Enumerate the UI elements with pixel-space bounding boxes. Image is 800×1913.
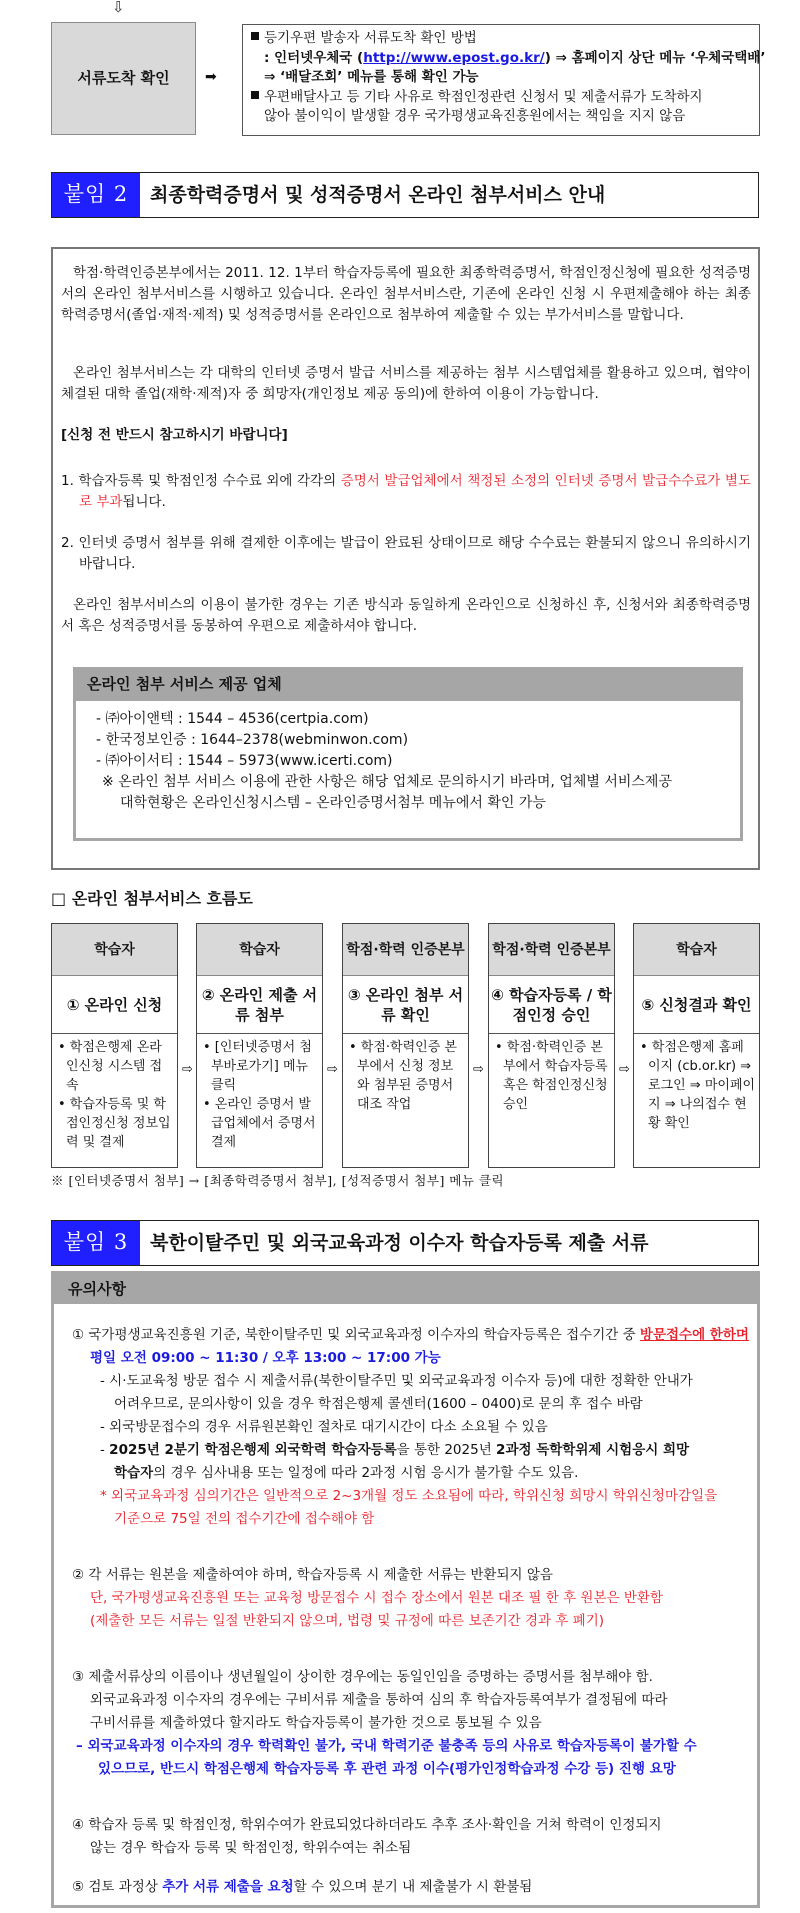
section3-content (51, 1271, 760, 1908)
flow-arrow-icon: ⇨ (182, 1062, 193, 1077)
caution-3-sub: 구비서류를 제출하였다 할지라도 학습자등록이 불가한 것으로 통보될 수 있음 (90, 1715, 542, 1731)
para-2: 온라인 첨부서비스는 각 대학의 인터넷 증명서 발급 서비스를 제공하는 첨부 시스템업체를 활용하고 있으며, 협약이 체결된 대학 졸업(재학·제적)자 중 희망자(개인정보 제공 동의)에 한하여 이용이 가능합니다. (61, 365, 751, 402)
section2-title: 최종학력증명서 및 성적증명서 온라인 첨부서비스 안내 (150, 183, 606, 206)
notice-heading: [신청 전 반드시 참고하시기 바랍니다] (61, 427, 288, 443)
caution-1-sub: - 시·도교육청 방문 접수 시 제출서류(북한이탈주민 및 외국교육과정 이수자 등)에 대한 정확한 안내가 (100, 1373, 693, 1389)
caution-2: ② 각 서류는 원본을 제출하여야 하며, 학습자등록 시 제출한 서류는 반환되지 않음 (72, 1567, 553, 1583)
bullet-square-icon (251, 91, 259, 99)
info-line-1: 등기우편 발송자 서류도착 확인 방법 (251, 29, 753, 49)
flow-arrow-icon: ⇨ (619, 1062, 630, 1077)
flow-step-4 (488, 923, 615, 1168)
provider-item: - 한국정보인증 : 1644–2378(webminwon.com) (96, 732, 409, 748)
caution-1-sub: - 외국방문접수의 경우 서류원본확인 절차로 대기시간이 다소 소요될 수 있음 (100, 1419, 548, 1435)
caution-1: ① 국가평생교육진흥원 기준, 북한이탈주민 및 외국교육과정 이수자의 학습자등록은 접수기간 중 방문접수에 한하며 (72, 1327, 749, 1343)
flow-step-actor: 학습자 (197, 924, 322, 976)
caution-1-hours: 평일 오전 09:00 ~ 11:30 / 오후 13:00 ~ 17:00 가능 (90, 1350, 441, 1366)
flow-arrow-icon: ⇨ (327, 1062, 338, 1077)
flow-step-label: ① 온라인 신청 (52, 976, 177, 1034)
caution-1-star: * 외국교육과정 심의기간은 일반적으로 2~3개월 정도 소요됨에 따라, 학위신청 희망시 학위신청마감일을 (100, 1488, 718, 1504)
flow-step-item: • [인터넷증명서 첨부바로가기] 메뉴클릭 (203, 1040, 312, 1093)
notice-item-2: 2. 인터넷 증명서 첨부를 위해 결제한 이후에는 발급이 완료된 상태이므로 해당 수수료는 환불되지 않으니 유의하시기 바랍니다. (61, 535, 751, 572)
flow-step-item: • 온라인 증명서 발급업체에서 증명서 결제 (203, 1097, 316, 1150)
section3-header (51, 1220, 759, 1266)
flow-step-actor: 학습자 (634, 924, 759, 976)
caution-1-sub-cont: 학습자의 경우 심사내용 또는 일정에 따라 2과정 시험 응시가 불가할 수도 있음. (114, 1465, 579, 1481)
caution-heading: 유의사항 (54, 1274, 757, 1304)
provider-item: - ㈜아이앤텍 : 1544 – 4536(certpia.com) (96, 711, 369, 727)
section2-header (51, 172, 759, 218)
flow-step-label: ④ 학습자등록 / 학점인정 승인 (489, 976, 614, 1034)
flow-step-label: ⑤ 신청결과 확인 (634, 976, 759, 1034)
epost-link[interactable]: http://www.epost.go.kr/ (363, 49, 545, 66)
doc-arrival-info (242, 24, 766, 136)
flow-step-actor: 학습자 (52, 924, 177, 976)
caution-2-sub: (제출한 모든 서류는 일절 반환되지 않으며, 법령 및 규정에 따른 보존기간 경과 후 폐기) (90, 1613, 605, 1629)
caution-1-sub-cont: 어려우므로, 문의사항이 있을 경우 학점은행제 콜센터(1600 – 0400)로 문의 후 접수 바람 (114, 1396, 643, 1412)
section2-content (51, 247, 760, 870)
section2-tag: 붙임 2 (52, 173, 140, 217)
notice-item-1: 1. 학습자등록 및 학점인정 수수료 외에 각각의 증명서 발급업체에서 책정된 소정의 인터넷 증명서 발급수수료가 별도로 부과됩니다. (61, 473, 751, 510)
caution-4-cont: 않는 경우 학습자 등록 및 학점인정, 학위수여는 취소됨 (90, 1840, 412, 1856)
provider-item: - ㈜아이서티 : 1544 – 5973(www.icerti.com) (96, 753, 393, 769)
para-1: 학점·학력인증본부에서는 2011. 12. 1부터 학습자등록에 필요한 최종학력증명서, 학점인정신청에 필요한 성적증명서의 온라인 첨부서비스를 시행하고 있습니다. 온라인 첨부서비스란, 기존에 온라인 신청 시 우편제출해야 하는 최종학력증명서(졸업·재적·제적) 및 성적증명서를 온라인으로 첨부하여 제출할 수 있는 부가서비스를 말합니다. (61, 265, 752, 323)
section3-title: 북한이탈주민 및 외국교육과정 이수자 학습자등록 제출 서류 (150, 1231, 649, 1254)
info-line-2: : 인터넷우체국 (http://www.epost.go.kr/) ⇒ 홈페이지 상단 메뉴 ‘우체국택배’ (264, 49, 766, 66)
provider-heading: 온라인 첨부 서비스 제공 업체 (73, 667, 743, 701)
caution-3-sub: 외국교육과정 이수자의 경우에는 구비서류 제출을 통하여 심의 후 학습자등록여부가 결정됨에 따라 (90, 1692, 668, 1708)
caution-3-warning-cont: 있으므로, 반드시 학점은행제 학습자등록 후 관련 과정 이수(평가인정학습과정 수강 등) 진행 요망 (98, 1761, 676, 1777)
flow-title: □ 온라인 첨부서비스 흐름도 (51, 889, 253, 908)
caution-1-sub: - 2025년 2분기 학점은행제 외국학력 학습자등록을 통한 2025년 2과정 독학학위제 시험응시 희망 (100, 1442, 690, 1458)
flow-note: ※ [인터넷증명서 첨부] → [최종학력증명서 첨부], [성적증명서 첨부] 메뉴 클릭 (51, 1173, 505, 1188)
flow-step-1 (51, 923, 178, 1168)
info-line-3: ⇒ ‘배달조회’ 메뉴를 통해 확인 가능 (264, 69, 479, 85)
para-3: 온라인 첨부서비스의 이용이 불가한 경우는 기존 방식과 동일하게 온라인으로 신청하신 후, 신청서와 최종학력증명서 혹은 성적증명서를 동봉하여 우편으로 제출하셔야 합니다. (61, 597, 751, 634)
caution-3: ③ 제출서류상의 이름이나 생년월일이 상이한 경우에는 동일인임을 증명하는 증명서를 첨부해야 함. (72, 1669, 653, 1685)
caution-5: ⑤ 검토 과정상 추가 서류 제출을 요청할 수 있으며 분기 내 제출불가 시 환불됨 (72, 1879, 533, 1895)
flow-step-item: • 학점·학력인증 본부에서 학습자등록 혹은 학점인정신청 승인 (495, 1040, 608, 1112)
flow-step-item: • 학점은행제 홈페이지 (cb.or.kr) ⇒ 로그인 ⇒ 마이페이지 ⇒ 나의접수 현황 확인 (640, 1040, 756, 1131)
info-line-5: 않아 불이익이 발생할 경우 국가평생교육진흥원에서는 책임을 지지 않음 (264, 108, 686, 124)
flow-step-item: • 학점은행제 온라인신청 시스템 접속 (58, 1040, 163, 1093)
flow-step-label: ② 온라인 제출 서류 첨부 (197, 976, 322, 1034)
flow-step-3 (342, 923, 469, 1168)
flow-step-2 (196, 923, 323, 1168)
flow-step-actor: 학점·학력 인증본부 (343, 924, 468, 976)
doc-arrival-label: 서류도착 확인 (51, 22, 196, 135)
info-line-4: 우편배달사고 등 기타 사유로 학점인정관련 신청서 및 제출서류가 도착하지 (251, 88, 753, 108)
provider-list (73, 701, 743, 841)
bullet-square-icon (251, 32, 259, 40)
provider-note: ※ 온라인 첨부 서비스 이용에 관한 사항은 해당 업체로 문의하시기 바라며, 업체별 서비스제공 (102, 774, 672, 790)
caution-3-warning: – 외국교육과정 이수자의 경우 학력확인 불가, 국내 학력기준 불충족 등의 사유로 학습자등록이 불가할 수 (76, 1738, 697, 1754)
flow-step-actor: 학점·학력 인증본부 (489, 924, 614, 976)
provider-note-cont: 대학현황은 온라인신청시스템 – 온라인증명서첨부 메뉴에서 확인 가능 (120, 795, 546, 811)
flow-step-label: ③ 온라인 첨부 서류 확인 (343, 976, 468, 1034)
right-arrow-icon: ➡ (205, 69, 217, 85)
flow-step-5 (633, 923, 760, 1168)
flow-step-item: • 학점·학력인증 본부에서 신청 정보와 첨부된 증명서 대조 작업 (349, 1040, 457, 1112)
section3-tag: 붙임 3 (52, 1221, 140, 1265)
caution-4: ④ 학습자 등록 및 학점인정, 학위수여가 완료되었다하더라도 추후 조사·확인을 거쳐 학력이 인정되지 (72, 1817, 662, 1833)
flow-step-item: • 학습자등록 및 학점인정신청 정보입력 및 결제 (58, 1097, 171, 1150)
caution-2-sub: 단, 국가평생교육진흥원 또는 교육청 방문접수 시 접수 장소에서 원본 대조 필 한 후 원본은 반환함 (90, 1590, 663, 1606)
down-arrow-icon: ⇩ (112, 0, 125, 16)
caution-1-star-cont: 기준으로 75일 전의 접수기간에 접수해야 함 (114, 1511, 375, 1527)
flow-arrow-icon: ⇨ (473, 1062, 484, 1077)
